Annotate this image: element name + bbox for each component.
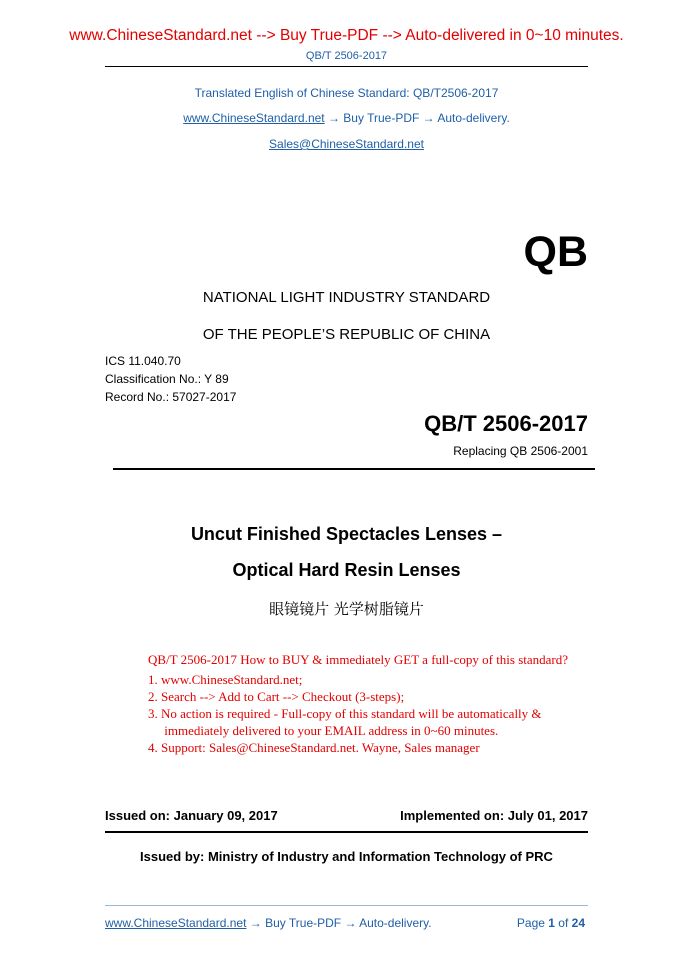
issued-by: Issued by: Ministry of Industry and Information Technology of PRC <box>140 849 553 864</box>
qb-logo: QB <box>523 228 588 276</box>
issued-on-date: Issued on: January 09, 2017 <box>105 808 278 823</box>
header-rule <box>105 66 588 67</box>
howto-step: 4. Support: Sales@ChineseStandard.net. Wayne, Sales manager <box>148 740 480 755</box>
page-of: of <box>554 916 572 930</box>
title-line1: Uncut Finished Spectacles Lenses – <box>190 524 503 544</box>
page-current: 1 <box>548 916 555 930</box>
howto-heading: QB/T 2506-2017 How to BUY & immediately GET a full-copy of this standard? <box>148 652 569 667</box>
buy-line <box>0 111 693 125</box>
implemented-on-date: Implemented on: July 01, 2017 <box>400 808 588 823</box>
cover-rule <box>113 468 595 470</box>
buy-suffix: → Buy True-PDF → Auto-delivery. <box>324 111 510 125</box>
title-chinese: 眼镜镜片 光学树脂镜片 <box>269 600 424 618</box>
title-line2: Optical Hard Resin Lenses <box>232 560 461 580</box>
top-banner[interactable]: www.ChineseStandard.net --> Buy True-PDF --> Auto-delivered in 0~10 minutes. <box>69 27 624 44</box>
footer-buy-suffix: → Buy True-PDF → Auto-delivery. <box>246 916 432 930</box>
standard-number: QB/T 2506-2017 <box>424 411 588 436</box>
howto-step: 3. No action is required - Full-copy of this standard will be automatically & <box>148 706 542 721</box>
replacing-note: Replacing QB 2506-2001 <box>453 444 588 458</box>
translated-notice: Translated English of Chinese Standard: QB/T2506-2017 <box>194 86 499 100</box>
sales-email-link[interactable]: Sales@ChineseStandard.net <box>269 137 424 151</box>
header-doc-id: QB/T 2506-2017 <box>305 50 388 62</box>
footer-buy-line <box>105 916 432 930</box>
howto-step: 1. www.ChineseStandard.net; <box>148 672 303 687</box>
dates-rule <box>105 831 588 833</box>
record-number: Record No.: 57027-2017 <box>105 390 237 404</box>
classification-number: Classification No.: Y 89 <box>105 372 229 386</box>
howto-step: 2. Search --> Add to Cart --> Checkout (3-steps); <box>148 689 405 704</box>
footer-site-link[interactable]: www.ChineseStandard.net <box>105 916 247 930</box>
sales-email-line <box>0 137 693 151</box>
ics-code: ICS 11.040.70 <box>105 354 181 368</box>
page-prefix: Page <box>516 916 549 930</box>
national-standard-line2: OF THE PEOPLE’S REPUBLIC OF CHINA <box>202 326 491 343</box>
national-standard-line1: NATIONAL LIGHT INDUSTRY STANDARD <box>202 289 491 306</box>
site-link[interactable]: www.ChineseStandard.net <box>183 111 325 125</box>
page-indicator <box>517 916 585 930</box>
howto-step: immediately delivered to your EMAIL address in 0~60 minutes. <box>148 723 499 738</box>
page-total: 24 <box>571 916 585 930</box>
footer-rule <box>105 905 588 906</box>
